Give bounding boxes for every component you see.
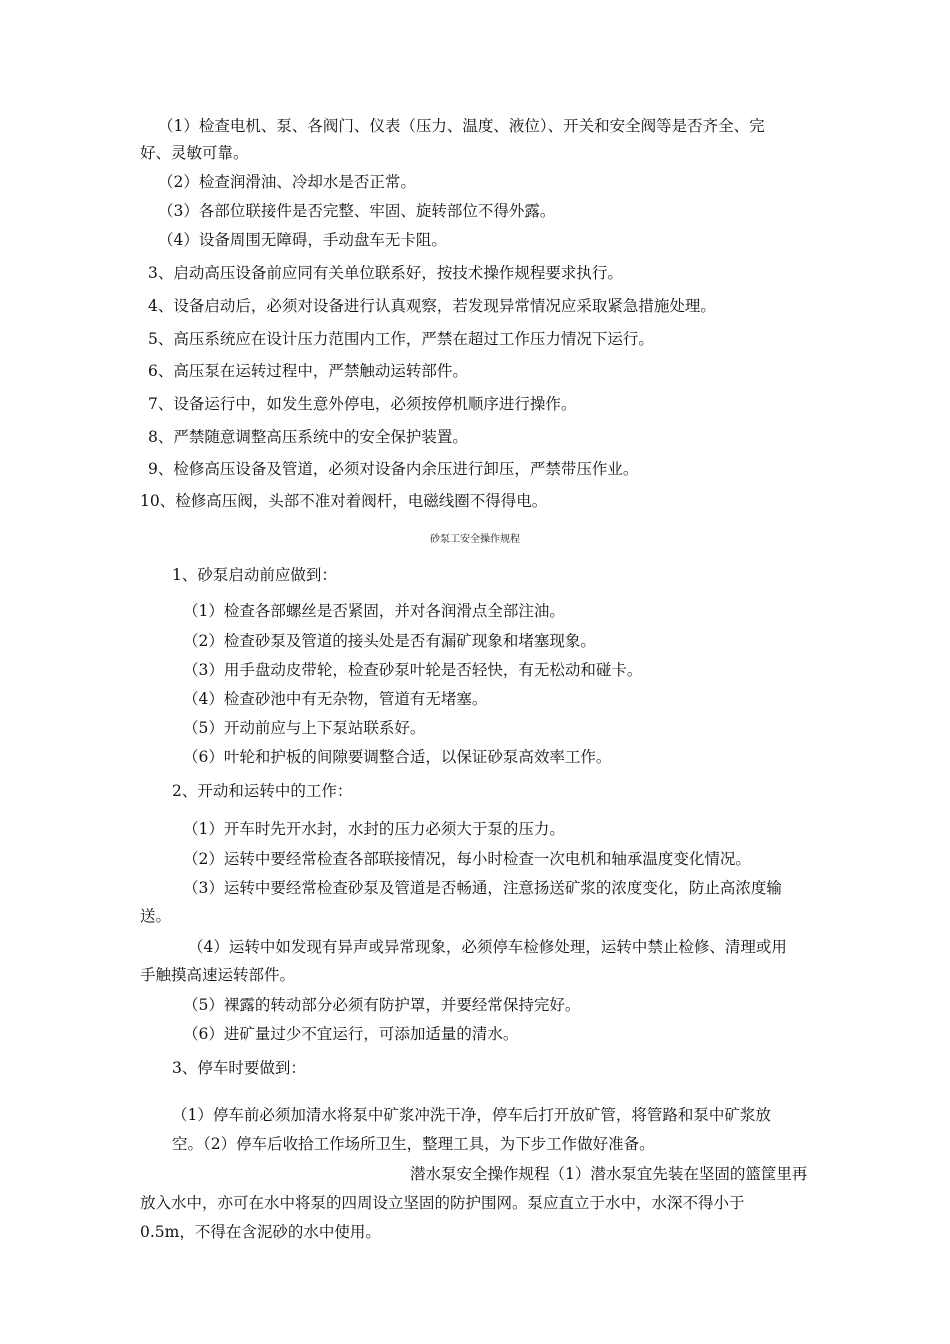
paragraph-line — [183, 878, 835, 898]
paragraph-line — [172, 1105, 824, 1125]
paragraph-text: （4）运转中如发现有异声或异常现象，必须停车检修处理，运转中禁止检修、清理或用 — [188, 938, 787, 956]
paragraph-line: 0.5m，不得在含泥砂的水中使用。 — [140, 1223, 381, 1241]
paragraph-text: 放入水中，亦可在水中将泵的四周设立坚固的防护围网。泵应直立于水中，水深不得小于 — [140, 1194, 745, 1212]
paragraph-line — [140, 1193, 830, 1213]
list-item: （1）开车时先开水封，水封的压力必须大于泵的压力。 — [183, 820, 565, 838]
paragraph-line: 手触摸高速运转部件。 — [140, 966, 296, 984]
list-item: （3）各部位联接件是否完整、牢固、旋转部位不得外露。 — [158, 202, 556, 220]
list-item: （2）检查润滑油、冷却水是否正常。 — [158, 173, 416, 191]
subsection-heading: 2、开动和运转中的工作： — [172, 782, 353, 800]
list-item: （2）运转中要经常检查各部联接情况，每小时检查一次电机和轴承温度变化情况。 — [183, 850, 751, 868]
list-item: （5）裸露的转动部分必须有防护罩，并要经常保持完好。 — [183, 996, 581, 1014]
paragraph-line: 好、灵敏可靠。 — [140, 144, 249, 162]
list-item: （2）检查砂泵及管道的接头处是否有漏矿现象和堵塞现象。 — [183, 632, 596, 650]
numbered-item: 5、高压系统应在设计压力范围内工作，严禁在超过工作压力情况下运行。 — [148, 330, 654, 348]
list-item: （1）检查各部螺丝是否紧固，并对各润滑点全部注油。 — [183, 602, 565, 620]
numbered-item: 6、高压泵在运转过程中，严禁触动运转部件。 — [148, 362, 468, 380]
numbered-item: 10、检修高压阀，头部不准对着阀杆，电磁线圈不得得电。 — [140, 492, 548, 510]
paragraph-line — [158, 116, 830, 136]
subsection-heading: 3、停车时要做到： — [172, 1059, 306, 1077]
numbered-item: 9、检修高压设备及管道，必须对设备内余压进行卸压，严禁带压作业。 — [148, 460, 639, 478]
list-item: （6）叶轮和护板的间隙要调整合适，以保证砂泵高效率工作。 — [183, 748, 612, 766]
list-item: （5）开动前应与上下泵站联系好。 — [183, 719, 426, 737]
list-item: （4）设备周围无障碍，手动盘车无卡阻。 — [158, 231, 447, 249]
list-item: （4）检查砂池中有无杂物，管道有无堵塞。 — [183, 690, 488, 708]
paragraph-text: （3）运转中要经常检查砂泵及管道是否畅通，注意扬送矿浆的浓度变化，防止高浓度输 — [183, 879, 782, 897]
numbered-item: 4、设备启动后，必须对设备进行认真观察，若发现异常情况应采取紧急措施处理。 — [148, 297, 716, 315]
section-title: 砂泵工安全操作规程 — [430, 534, 520, 545]
numbered-item: 7、设备运行中，如发生意外停电，必须按停机顺序进行操作。 — [148, 395, 577, 413]
list-item: （3）用手盘动皮带轮，检查砂泵叶轮是否轻快，有无松动和碰卡。 — [183, 661, 643, 679]
paragraph-text: （1）停车前必须加清水将泵中矿浆冲洗干净，停车后打开放矿管，将管路和泵中矿浆放 — [172, 1106, 771, 1124]
paragraph-line: 送。 — [140, 907, 172, 925]
paragraph-text: （1）检查电机、泵、各阀门、仪表（压力、温度、液位）、开关和安全阀等是否齐全、完 — [158, 117, 765, 135]
paragraph-line — [188, 937, 834, 957]
paragraph-line: 空。（2）停车后收拾工作场所卫生，整理工具，为下步工作做好准备。 — [172, 1135, 655, 1153]
subsection-heading: 1、砂泵启动前应做到： — [172, 566, 337, 584]
numbered-item: 8、严禁随意调整高压系统中的安全保护装置。 — [148, 428, 468, 446]
numbered-item: 3、启动高压设备前应同有关单位联系好，按技术操作规程要求执行。 — [148, 264, 623, 282]
list-item: （6）进矿量过少不宜运行，可添加适量的清水。 — [183, 1025, 519, 1043]
section-title-line: 潜水泵安全操作规程（1）潜水泵宜先装在坚固的篮筐里再 — [410, 1165, 808, 1183]
